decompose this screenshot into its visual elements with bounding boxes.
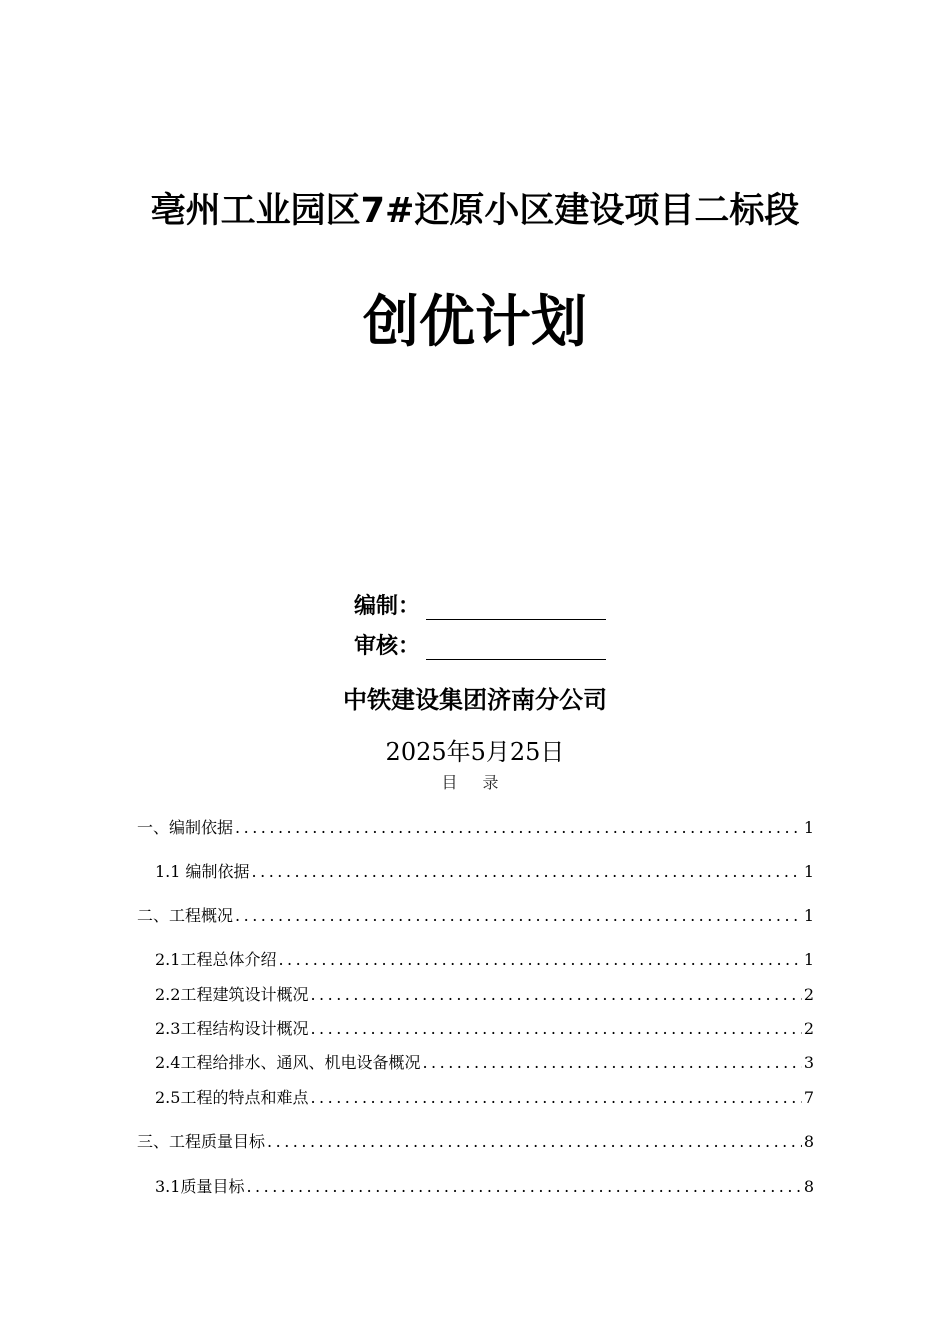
reviewed-by-row [354, 630, 606, 660]
toc-entry[interactable] [155, 1175, 814, 1197]
toc-dot-leader [310, 985, 801, 1005]
toc-dot-leader [310, 1088, 801, 1108]
prepared-by-label: 编制： [354, 594, 421, 619]
toc-entry-page: 8 [803, 1177, 814, 1196]
toc-entry-page: 3 [803, 1053, 814, 1072]
toc-entry-title: 三、工程质量目标 [137, 1132, 266, 1151]
prepared-by-row [354, 590, 606, 620]
toc-entry-title: 3.1质量目标 [155, 1177, 245, 1196]
toc-entry-title: 二、工程概况 [137, 906, 234, 925]
toc-entry-page: 1 [803, 950, 814, 969]
toc-entry-title: 2.1工程总体介绍 [155, 950, 277, 969]
company-name: 中铁建设集团济南分公司 [343, 686, 607, 714]
document-subtitle: 创优计划 [363, 290, 587, 355]
toc-dot-leader [252, 862, 802, 882]
prepared-by-blank [426, 597, 606, 620]
toc-entry[interactable] [155, 1017, 814, 1039]
reviewed-by-label: 审核： [354, 634, 421, 659]
toc-heading: 目 录 [441, 773, 509, 792]
document-date: 2025年5月25日 [385, 738, 565, 766]
document-title: 亳州工业园区7#还原小区建设项目二标段 [150, 191, 800, 231]
toc-entry[interactable] [137, 1130, 814, 1152]
toc-entry-title: 1.1 编制依据 [155, 862, 250, 881]
toc-entry[interactable] [155, 983, 814, 1005]
toc-entry[interactable] [155, 860, 814, 882]
toc-entry-title: 2.4工程给排水、通风、机电设备概况 [155, 1053, 421, 1072]
toc-dot-leader [235, 818, 802, 838]
toc-entry[interactable] [155, 948, 814, 970]
toc-dot-leader [278, 950, 801, 970]
toc-entry[interactable] [155, 1086, 814, 1108]
toc-entry-page: 1 [803, 906, 814, 925]
toc-dot-leader [267, 1132, 802, 1152]
toc-entry-title: 2.2工程建筑设计概况 [155, 985, 309, 1004]
toc-entry-page: 1 [803, 818, 814, 837]
toc-entry-page: 2 [803, 1019, 814, 1038]
toc-entry-title: 2.5工程的特点和难点 [155, 1088, 309, 1107]
toc-entry-page: 2 [803, 985, 814, 1004]
toc-entry[interactable] [137, 904, 814, 926]
toc-dot-leader [310, 1019, 801, 1039]
toc-entry-page: 7 [803, 1088, 814, 1107]
toc-entry-page: 1 [803, 862, 814, 881]
toc-entry[interactable] [155, 1051, 814, 1073]
toc-dot-leader [235, 906, 802, 926]
toc-dot-leader [246, 1177, 801, 1197]
toc-entry-title: 一、编制依据 [137, 818, 234, 837]
toc-entry[interactable] [137, 816, 814, 838]
toc-entry-page: 8 [803, 1132, 814, 1151]
toc-entry-title: 2.3工程结构设计概况 [155, 1019, 309, 1038]
toc-dot-leader [422, 1053, 801, 1073]
reviewed-by-blank [426, 637, 606, 660]
